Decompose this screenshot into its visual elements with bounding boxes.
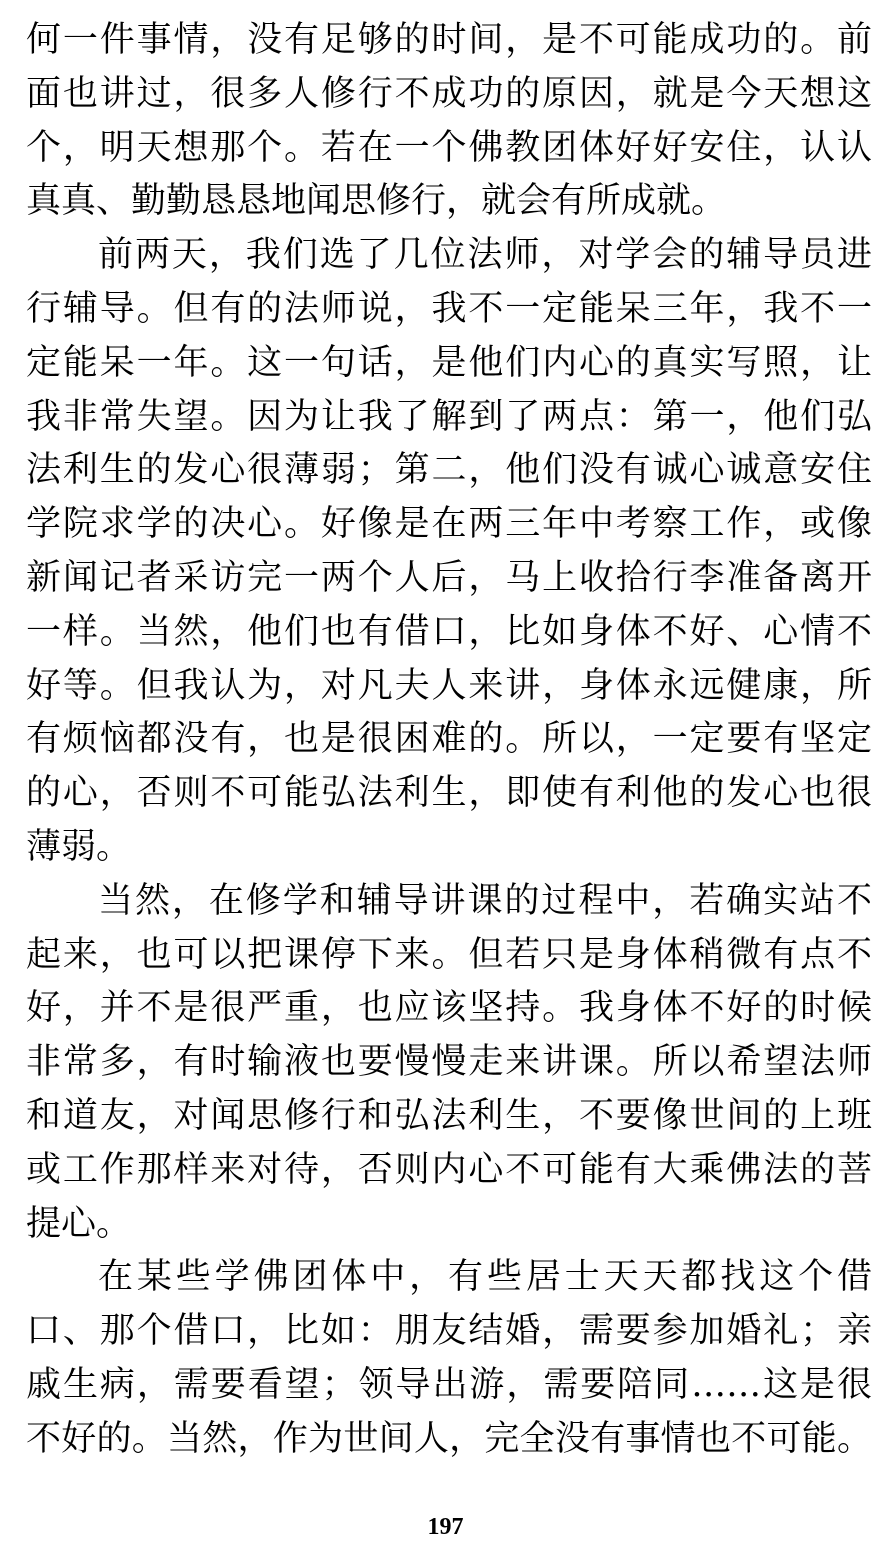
body-text xyxy=(26,14,872,1467)
text-line: 有烦恼都没有，也是很困难的。所以，一定要有坚定 xyxy=(26,719,872,760)
text-line: 口、那个借口，比如：朋友结婚，需要参加婚礼；亲 xyxy=(26,1311,872,1352)
text-line: 或工作那样来对待，否则内心不可能有大乘佛法的菩 xyxy=(26,1149,872,1190)
text-line: 学院求学的决心。好像是在两三年中考察工作，或像 xyxy=(26,504,872,545)
text-line: 一样。当然，他们也有借口，比如身体不好、心情不 xyxy=(26,611,872,652)
text-line: 真真、勤勤恳恳地闻思修行，就会有所成就。 xyxy=(26,181,727,222)
text-line: 在某些学佛团体中，有些居士天天都找这个借 xyxy=(98,1257,872,1298)
text-line: 定能呆一年。这一句话，是他们内心的真实写照，让 xyxy=(26,342,872,383)
text-line: 法利生的发心很薄弱；第二，他们没有诚心诚意安住 xyxy=(26,450,872,491)
text-line: 何一件事情，没有足够的时间，是不可能成功的。前 xyxy=(26,20,872,60)
text-line: 和道友，对闻思修行和弘法利生，不要像世间的上班 xyxy=(26,1095,872,1136)
text-line: 戚生病，需要看望；领导出游，需要陪同……这是很 xyxy=(26,1364,872,1405)
text-line: 我非常失望。因为让我了解到了两点：第一，他们弘 xyxy=(26,396,872,437)
text-line: 当然，在修学和辅导讲课的过程中，若确实站不 xyxy=(98,880,872,921)
page-number: 197 xyxy=(427,1514,464,1540)
text-line: 前两天，我们选了几位法师，对学会的辅导员进 xyxy=(98,235,872,276)
text-line: 行辅导。但有的法师说，我不一定能呆三年，我不一 xyxy=(26,288,872,329)
text-line: 好等。但我认为，对凡夫人来讲，身体永远健康，所 xyxy=(26,665,872,706)
text-line: 提心。 xyxy=(26,1203,132,1244)
text-line: 起来，也可以把课停下来。但若只是身体稍微有点不 xyxy=(26,934,872,975)
text-line: 面也讲过，很多人修行不成功的原因，就是今天想这 xyxy=(26,73,872,114)
text-line: 不好的。当然，作为世间人，完全没有事情也不可能。 xyxy=(26,1418,872,1459)
text-line: 个，明天想那个。若在一个佛教团体好好安住，认认 xyxy=(26,127,872,168)
text-line: 好，并不是很严重，也应该坚持。我身体不好的时候 xyxy=(26,988,872,1029)
text-line: 新闻记者采访完一两个人后，马上收拾行李准备离开 xyxy=(26,557,872,598)
text-line: 的心，否则不可能弘法利生，即使有利他的发心也很 xyxy=(26,773,872,814)
text-line: 薄弱。 xyxy=(26,826,132,867)
text-line: 非常多，有时输液也要慢慢走来讲课。所以希望法师 xyxy=(26,1042,872,1083)
